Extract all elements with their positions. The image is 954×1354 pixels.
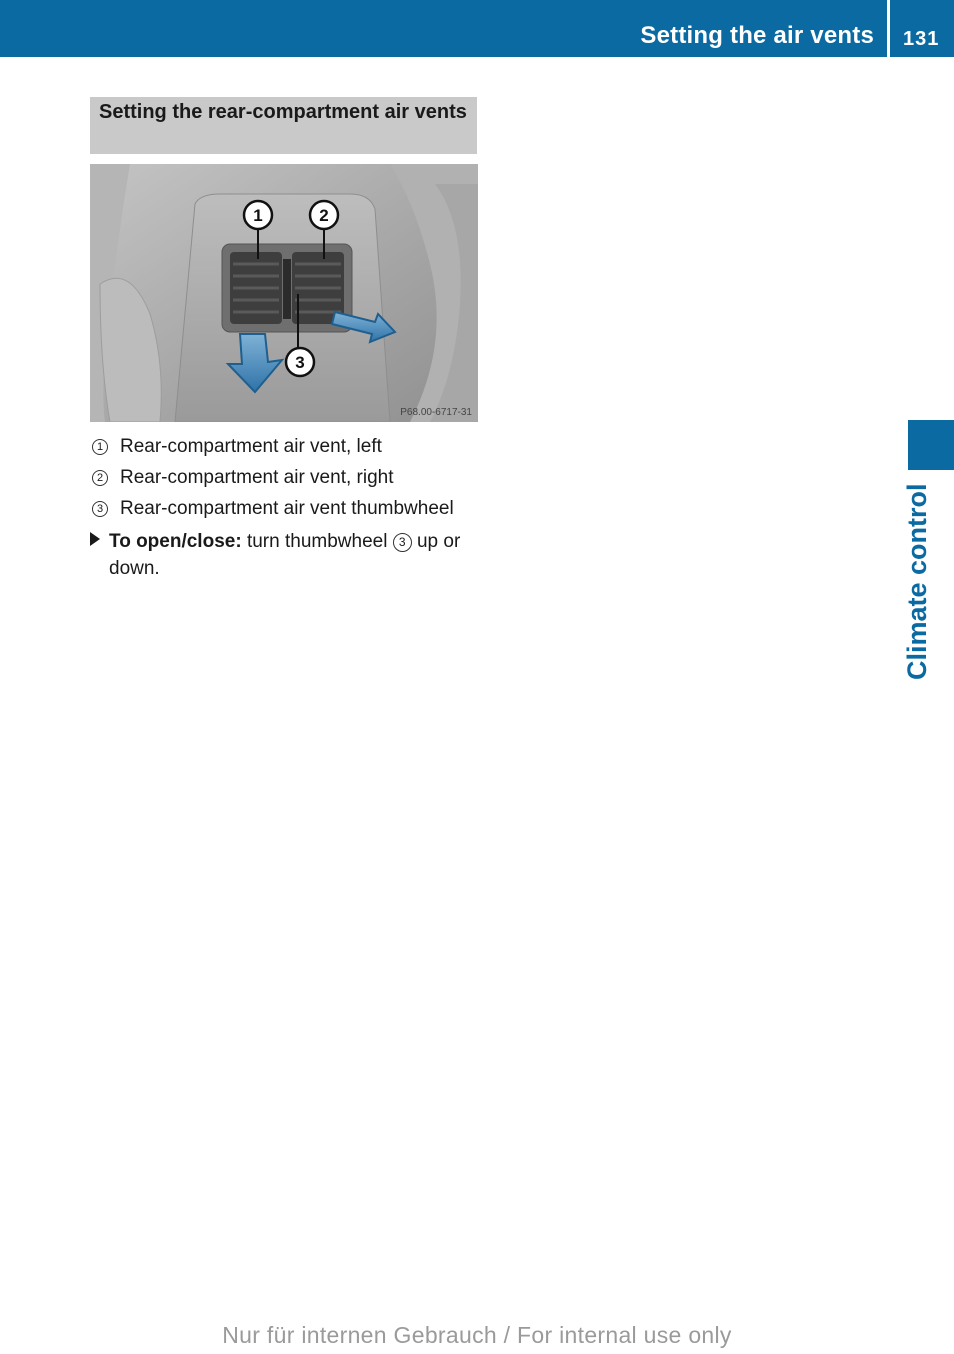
callout-item-1: [90, 431, 490, 462]
instruction-text-after: up or down.: [109, 531, 461, 579]
svg-text:3: 3: [295, 353, 305, 372]
callout-list: [90, 431, 490, 524]
instruction-lead: To open/close:: [109, 531, 242, 552]
header-divider: [887, 0, 890, 57]
step-arrow-icon: [90, 532, 100, 546]
chapter-tab: [908, 420, 954, 470]
callout-number: 1: [92, 439, 108, 455]
callout-number: 3: [92, 501, 108, 517]
header-bar: [0, 0, 954, 57]
callout-label: Rear-compartment air vent thumbwheel: [120, 497, 454, 519]
figure-callout-1: [244, 201, 272, 229]
running-header-title: Setting the air vents: [640, 22, 874, 49]
instruction-ref-number: 3: [393, 533, 412, 552]
chapter-label: Climate control: [902, 483, 932, 680]
callout-item-2: [90, 462, 490, 493]
page-number: 131: [903, 28, 940, 50]
callout-label: Rear-compartment air vent, left: [120, 435, 382, 457]
section-heading: Setting the rear-compartment air vents: [90, 97, 477, 154]
svg-text:1: 1: [253, 206, 263, 225]
callout-item-3: [90, 493, 490, 524]
air-vent-figure: [90, 164, 478, 422]
figure-callout-2: [310, 201, 338, 229]
callout-number: 2: [92, 470, 108, 486]
footer-watermark: Nur für internen Gebrauch / For internal use only: [222, 1322, 732, 1348]
svg-text:2: 2: [319, 206, 329, 225]
instruction-step: [90, 528, 485, 582]
figure-callout-3: [286, 348, 314, 376]
air-vent-illustration: [90, 164, 478, 422]
callout-label: Rear-compartment air vent, right: [120, 466, 394, 488]
instruction-text-before: turn thumbwheel: [241, 531, 393, 552]
figure-code: P68.00-6717-31: [400, 407, 472, 418]
